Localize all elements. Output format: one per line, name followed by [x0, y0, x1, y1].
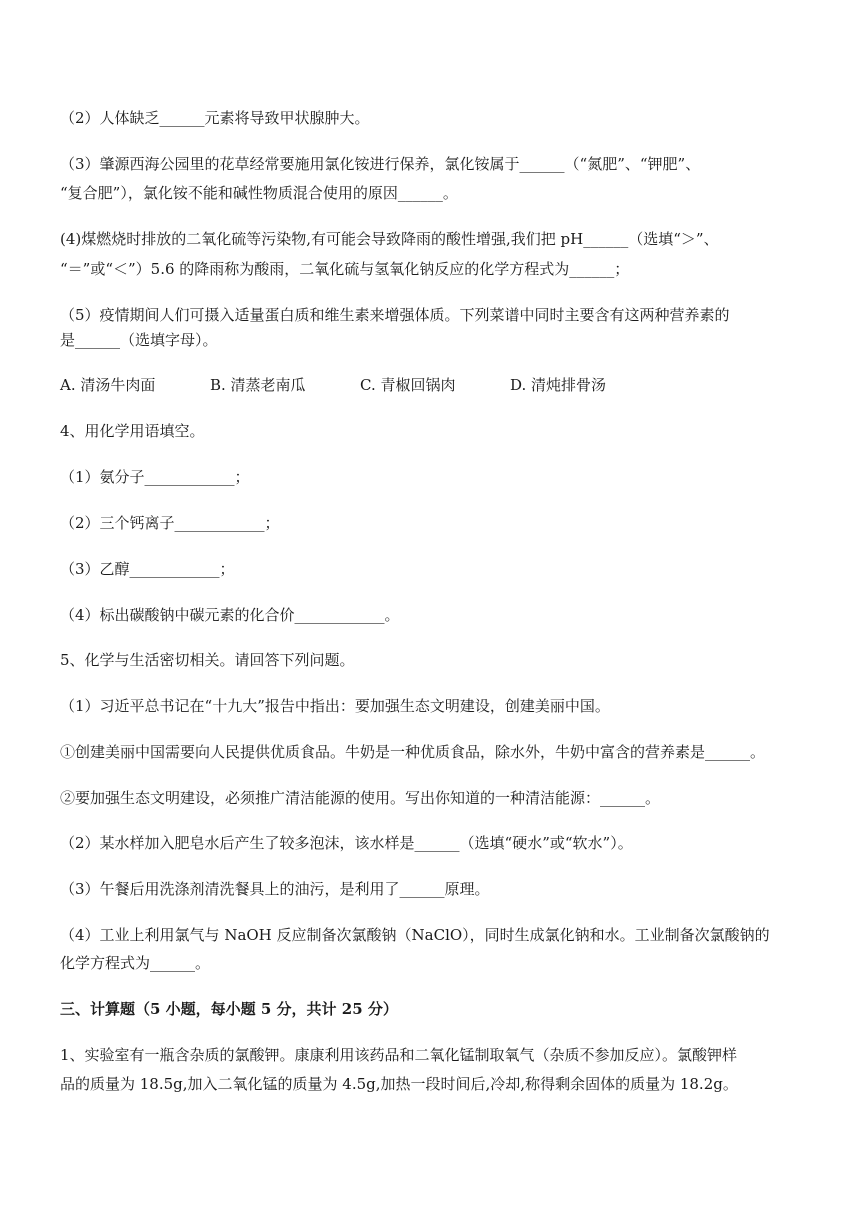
- text-line: （2）某水样加入肥皂水后产生了较多泡沫，该水样是______（选填“硬水”或“软水”）。: [60, 834, 633, 852]
- text-line: （2）三个钙离子____________；: [60, 514, 280, 532]
- text-line: （3）乙醇____________；: [60, 560, 235, 578]
- text-line: (4)煤燃烧时排放的二氧化硫等污染物,有可能会导致降雨的酸性增强,我们把 pH______（选填“＞”、: [60, 230, 719, 248]
- text-line: 化学方程式为______。: [60, 954, 211, 972]
- text-line: （4）标出碳酸钠中碳元素的化合价____________。: [60, 606, 400, 624]
- option-d: D. 清炖排骨汤: [510, 376, 607, 394]
- text-line: ②要加强生态文明建设，必须推广清洁能源的使用。写出你知道的一种清洁能源：______。: [60, 789, 661, 807]
- question-heading: 5、化学与生活密切相关。请回答下列问题。: [60, 651, 355, 669]
- question-heading: 4、用化学用语填空。: [60, 422, 205, 440]
- option-a: A. 清汤牛肉面: [60, 376, 156, 394]
- text-line: 品的质量为 18.5g,加入二氧化锰的质量为 4.5g,加热一段时间后,冷却,称得剩余固体的质量为 18.2g。: [60, 1075, 738, 1093]
- answer-options: [60, 374, 820, 396]
- text-line: 1、实验室有一瓶含杂质的氯酸钾。康康利用该药品和二氧化锰制取氧气（杂质不参加反应）。氯酸钾样: [60, 1046, 738, 1064]
- text-line: （5）疫情期间人们可摄入适量蛋白质和维生素来增强体质。下列菜谱中同时主要含有这两种营养素的: [60, 306, 730, 324]
- text-line: （1）氨分子____________；: [60, 468, 250, 486]
- text-line: （1）习近平总书记在“十九大”报告中指出：要加强生态文明建设，创建美丽中国。: [60, 697, 610, 715]
- section-heading: 三、计算题（5 小题，每小题 5 分，共计 25 分）: [60, 1000, 398, 1018]
- option-b: B. 清蒸老南瓜: [210, 376, 306, 394]
- text-line: “复合肥”），氯化铵不能和碱性物质混合使用的原因______。: [60, 184, 458, 202]
- text-line: （2）人体缺乏______元素将导致甲状腺肿大。: [60, 109, 370, 127]
- text-line: （4）工业上利用氯气与 NaOH 反应制备次氯酸钠（NaClO），同时生成氯化钠和水。工业制备次氯酸钠的: [60, 926, 770, 944]
- text-line: （3）肇源西海公园里的花草经常要施用氯化铵进行保养，氯化铵属于______（“氮肥”、“钾肥”、: [60, 155, 701, 173]
- text-line: （3）午餐后用洗涤剂清洗餐具上的油污，是利用了______原理。: [60, 880, 490, 898]
- text-line: ①创建美丽中国需要向人民提供优质食品。牛奶是一种优质食品，除水外，牛奶中富含的营养素是______。: [60, 743, 766, 761]
- option-c: C. 青椒回锅肉: [360, 376, 456, 394]
- text-line: 是______（选填字母）。: [60, 331, 218, 349]
- text-line: “＝”或“＜”）5.6 的降雨称为酸雨，二氧化硫与氢氧化钠反应的化学方程式为______；: [60, 260, 630, 278]
